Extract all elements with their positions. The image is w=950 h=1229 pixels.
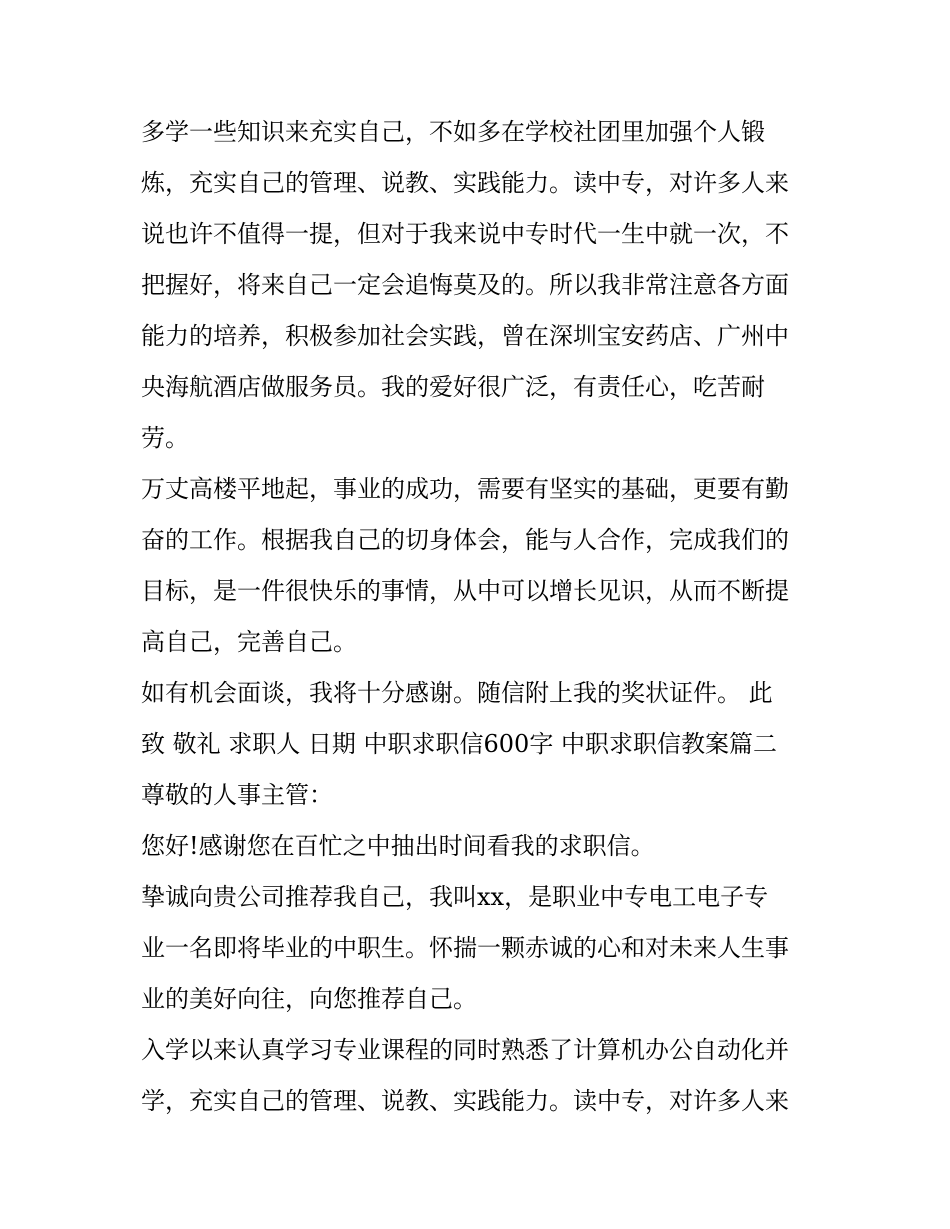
text-line: 炼，充实自己的管理、说教、实践能力。读中专，对许多人来 [141, 169, 789, 197]
text-line: 央海航酒店做服务员。我的爱好很广泛，有责任心，吃苦耐 [141, 373, 765, 401]
text-line: 多学一些知识来充实自己，不如多在学校社团里加强个人锻 [141, 118, 765, 146]
text-line: 挚诚向贵公司推荐我自己，我叫xx，是职业中专电工电子专 [141, 883, 769, 911]
text-line: 高自己，完善自己。 [141, 628, 357, 656]
text-line: 学，充实自己的管理、说教、实践能力。读中专，对许多人来 [141, 1087, 789, 1115]
text-line: 奋的工作。根据我自己的切身体会，能与人合作，完成我们的 [141, 526, 789, 554]
text-line: 尊敬的人事主管： [141, 781, 333, 809]
text-line: 您好!感谢您在百忙之中抽出时间看我的求职信。 [141, 832, 655, 860]
text-line: 入学以来认真学习专业课程的同时熟悉了计算机办公自动化并 [141, 1036, 789, 1064]
text-line: 把握好，将来自己一定会追悔莫及的。所以我非常注意各方面 [141, 271, 789, 299]
text-line: 致 敬礼 求职人 日期 中职求职信600字 中职求职信教案篇二 [141, 730, 777, 758]
text-line: 说也许不值得一提，但对于我来说中专时代一生中就一次，不 [141, 220, 789, 248]
text-line: 劳。 [141, 424, 189, 452]
text-line: 业的美好向往，向您推荐自己。 [141, 985, 477, 1013]
text-line: 如有机会面谈，我将十分感谢。随信附上我的奖状证件。 此 [141, 679, 773, 707]
document-body [141, 107, 821, 1127]
text-line: 能力的培养，积极参加社会实践，曾在深圳宝安药店、广州中 [141, 322, 789, 350]
text-line: 业一名即将毕业的中职生。怀揣一颗赤诚的心和对未来人生事 [141, 934, 789, 962]
text-line: 万丈高楼平地起，事业的成功，需要有坚实的基础，更要有勤 [141, 475, 789, 503]
text-line: 目标，是一件很快乐的事情，从中可以增长见识，从而不断提 [141, 577, 789, 605]
